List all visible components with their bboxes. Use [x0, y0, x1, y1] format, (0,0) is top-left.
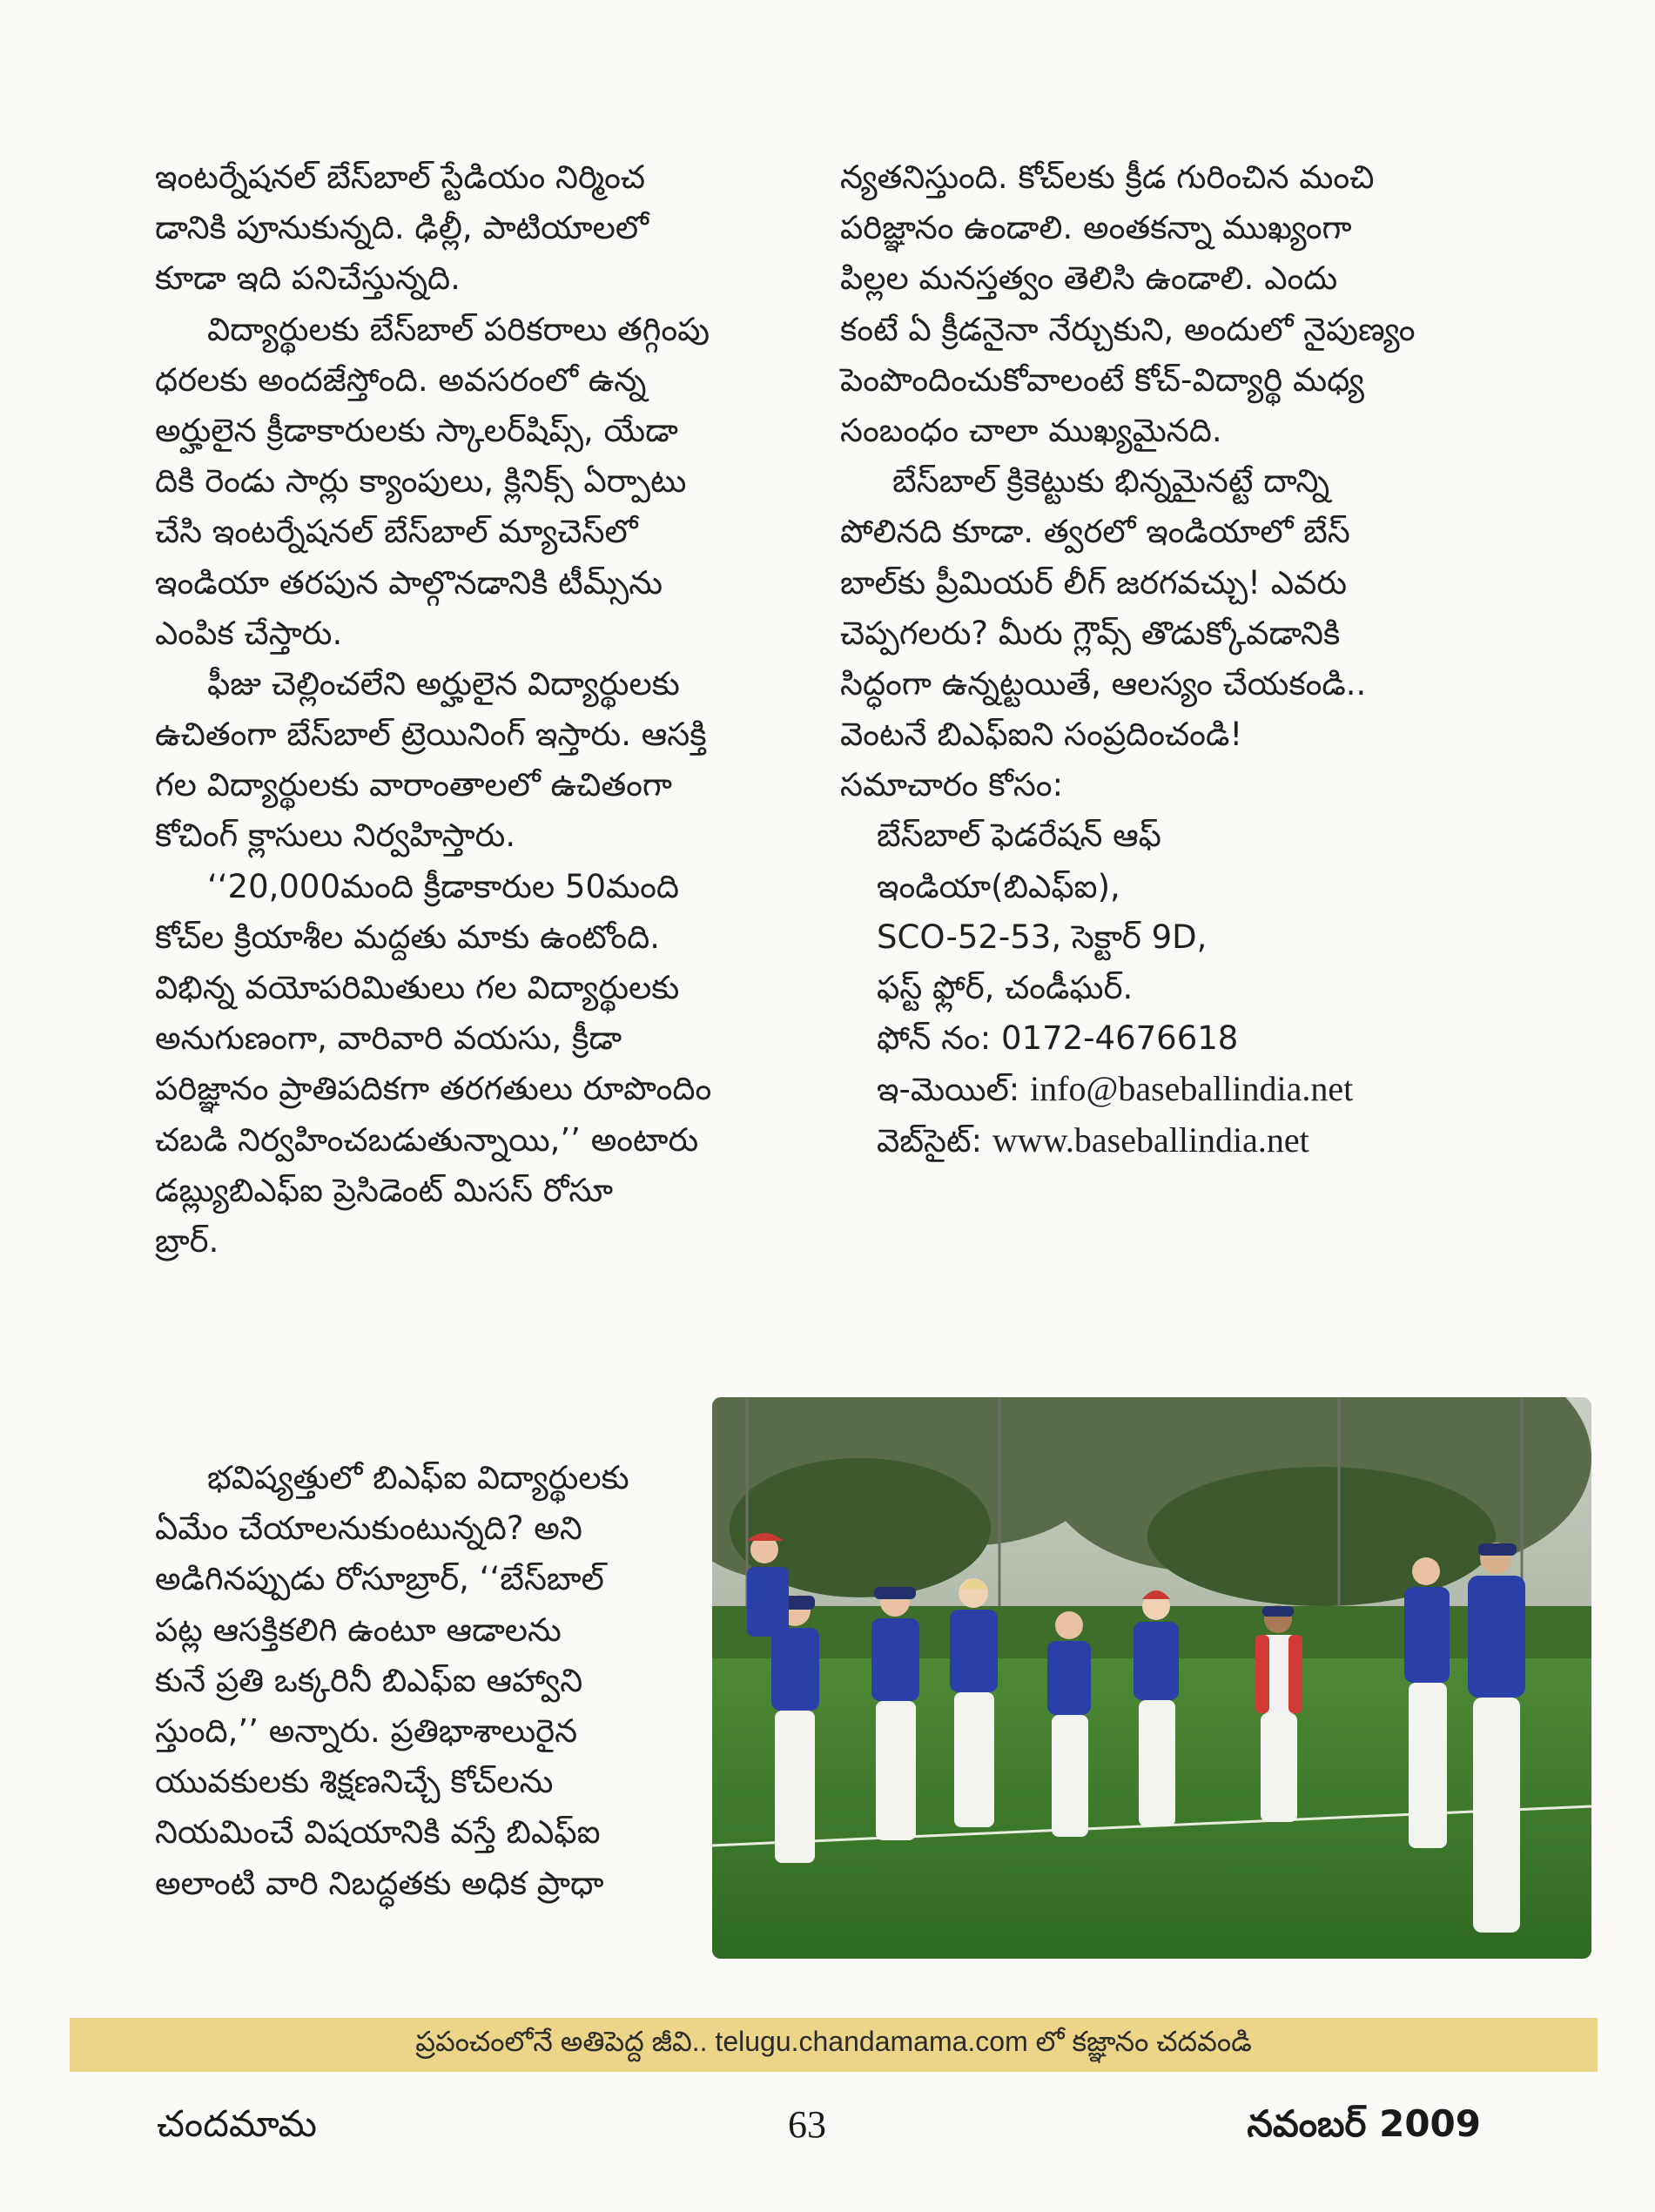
paragraph [155, 305, 795, 659]
contact-address: SCO-52-53, సెక్టార్ 9D, [877, 918, 1208, 956]
text-line: పరిజ్ఞానం ఉండాలి. అంతకన్నా ముఖ్యంగా [840, 209, 1352, 247]
player-figure [950, 1578, 998, 1827]
player-figure [1134, 1590, 1179, 1826]
player-figure [871, 1587, 919, 1840]
baseball-team-photo [712, 1397, 1591, 1959]
text-line: డబ్ల్యుబిఎఫ్‌ఐ ప్రెసిడెంట్ మిసస్ రోసూ [155, 1171, 614, 1209]
text-line: విద్యార్థులకు బేస్‌బాల్ పరికరాలు తగ్గింపు [207, 310, 710, 348]
text-line: చబడి నిర్వహించబడుతున్నాయి,’’ అంటారు [155, 1120, 699, 1159]
contact-email-row [840, 1064, 1489, 1114]
text-line: ఇంటర్నేషనల్ బేస్‌బాల్ స్టేడియం నిర్మించ [155, 158, 646, 196]
text-line: పరిజ్ఞానం ప్రాతిపదికగా తరగతులు రూపొందిం [155, 1070, 712, 1108]
email-label: ఇ-మెయిల్: [877, 1071, 1031, 1109]
text-line: సిద్ధంగా ఉన్నట్టయితే, ఆలస్యం చేయకండి.. [840, 664, 1367, 703]
issue-date: నవంబర్ 2009 [1247, 2102, 1481, 2145]
text-line: ఎంపిక చేస్తారు. [155, 614, 343, 652]
text-line: పట్ల ఆసక్తికలిగి ఉంటూ ఆడాలను [155, 1610, 562, 1649]
text-line: అనుగుణంగా, వారివారి వయసు, క్రీడా [155, 1019, 622, 1058]
text-line: బాల్‌కు ప్రీమియర్ లీగ్ జరగవచ్చు! ఎవరు [840, 563, 1348, 602]
text-line: కునే ప్రతి ఒక్కరినీ బిఎఫ్‌ఐ ఆహ్వాని [155, 1661, 583, 1699]
contact-org-line: ఇండియా(బిఎఫ్‌ఐ), [877, 867, 1120, 905]
text-line: కూడా ఇది పనిచేస్తున్నది. [155, 259, 461, 298]
text-line: అలాంటి వారి నిబద్ధతకు అధిక ప్రాధా [155, 1864, 604, 1902]
text-line: ఏమేం చేయాలనుకుంటున్నది? అని [155, 1509, 582, 1548]
text-line: ‘‘20,000మంది క్రీడాకారుల 50మంది [207, 867, 680, 905]
text-line: సంబంధం చాలా ముఖ్యమైనది. [840, 411, 1222, 449]
text-line: న్యతనిస్తుంది. కోచ్‌లకు క్రీడ గురించిన మంచి [840, 158, 1375, 196]
email-link[interactable]: info@baseballindia.net [1030, 1069, 1354, 1109]
paragraph [155, 659, 795, 862]
text-line: పిల్లల మనస్తత్వం తెలిసి ఉండాలి. ఎందు [840, 259, 1338, 298]
website-link[interactable]: www.baseballindia.net [992, 1119, 1309, 1160]
text-line: దికి రెండు సార్లు క్యాంపులు, క్లినిక్స్ ఏర్పాటు [155, 462, 687, 501]
text-line: చేసి ఇంటర్నేషనల్ బేస్‌బాల్ మ్యాచెస్‌లో [155, 513, 638, 551]
text-line: భవిష్యత్తులో బిఎఫ్‌ఐ విద్యార్థులకు [207, 1459, 629, 1496]
text-line: పెంపొందించుకోవాలంటే కోచ్-విద్యార్థి మధ్య [840, 360, 1364, 399]
paragraph [155, 1453, 677, 1909]
text-line: గల విద్యార్థులకు వారాంతాలలో ఉచితంగా [155, 766, 672, 804]
article-right-column [840, 152, 1489, 1166]
article-left-column [155, 152, 795, 1267]
text-line: యువకులకు శిక్షణనిచ్చే కోచ్‌లను [155, 1763, 554, 1801]
text-line: బ్రార్. [155, 1221, 219, 1260]
text-line: పోలినది కూడా. త్వరలో ఇండియాలో బేస్ [840, 513, 1350, 551]
text-line: చెప్పగలరు? మీరు గ్లౌవ్స్ తొడుక్కోవడానికి [840, 614, 1341, 652]
paragraph [155, 152, 795, 305]
promo-banner [70, 2018, 1598, 2072]
text-line: ఉచితంగా బేస్‌బాల్ ట్రెయినింగ్ ఇస్తారు. ఆసక్తి [155, 716, 707, 754]
text-line: కంటే ఏ క్రీడనైనా నేర్చుకుని, అందులో నైపుణ్యం [840, 310, 1416, 348]
website-label: వెబ్‌సైట్: [877, 1121, 992, 1160]
page-number: 63 [788, 2103, 826, 2146]
text-line: విభిన్న వయోపరిమితులు గల విద్యార్థులకు [155, 969, 680, 1006]
text-line: అడిగినప్పుడు రోసూబ్రార్, ‘‘బేస్‌బాల్ [155, 1560, 604, 1598]
contact-website-row [840, 1115, 1489, 1166]
text-line: నియమించే విషయానికి వస్తే బిఎఫ్‌ఐ [155, 1813, 601, 1852]
player-figure [1468, 1543, 1525, 1933]
photo-illustration [712, 1397, 1591, 1959]
contact-org-line: బేస్‌బాల్ ఫెడరేషన్ ఆఫ్ [877, 817, 1161, 855]
paragraph [840, 152, 1489, 456]
text-line: కోచ్‌ల క్రియాశీల మద్దతు మాకు ఉంటోంది. [155, 918, 661, 956]
player-figure [1404, 1557, 1450, 1848]
text-line: ఫీజు చెల్లించలేని అర్హులైన విద్యార్థులకు [207, 664, 680, 703]
text-line: కోచింగ్ క్లాసులు నిర్వహిస్తారు. [155, 817, 516, 855]
paragraph [155, 862, 795, 1267]
promo-banner-text: ప్రపంచంలోనే అతిపెద్ద జీవి.. telugu.chandamama.com లో కజ్ఞానం చదవండి [415, 2025, 1252, 2057]
paragraph [840, 456, 1489, 760]
text-line: అర్హులైన క్రీడాకారులకు స్కాలర్‌షిప్స్, యేడా [155, 411, 678, 449]
text-line: బేస్‌బాల్ క్రికెట్టుకు భిన్నమైనట్టే దాన్ని [892, 462, 1330, 501]
magazine-name: చందమామ [157, 2102, 317, 2145]
contact-address: ఫస్ట్ ఫ్లోర్, చండీఘర్. [877, 969, 1134, 1006]
text-line: డానికి పూనుకున్నది. ఢిల్లీ, పాటియాలలో [155, 209, 649, 247]
text-line: ధరలకు అందజేస్తోంది. అవసరంలో ఉన్న [155, 360, 647, 399]
player-figure [1047, 1611, 1091, 1837]
contact-phone: ఫోన్ నం: 0172-4676618 [877, 1019, 1239, 1058]
article-left-lower-column [155, 1453, 677, 1909]
contact-block [840, 760, 1489, 1166]
text-line: ఇండియా తరపున పాల్గొనడానికి టీమ్స్‌ను [155, 563, 663, 602]
text-line: వెంటనే బిఎఫ్‌ఐని సంప్రదించండి! [840, 716, 1243, 754]
contact-heading: సమాచారం కోసం: [840, 766, 1064, 804]
text-line: స్తుంది,’’ అన్నారు. ప్రతిభాశాలురైన [155, 1711, 578, 1750]
